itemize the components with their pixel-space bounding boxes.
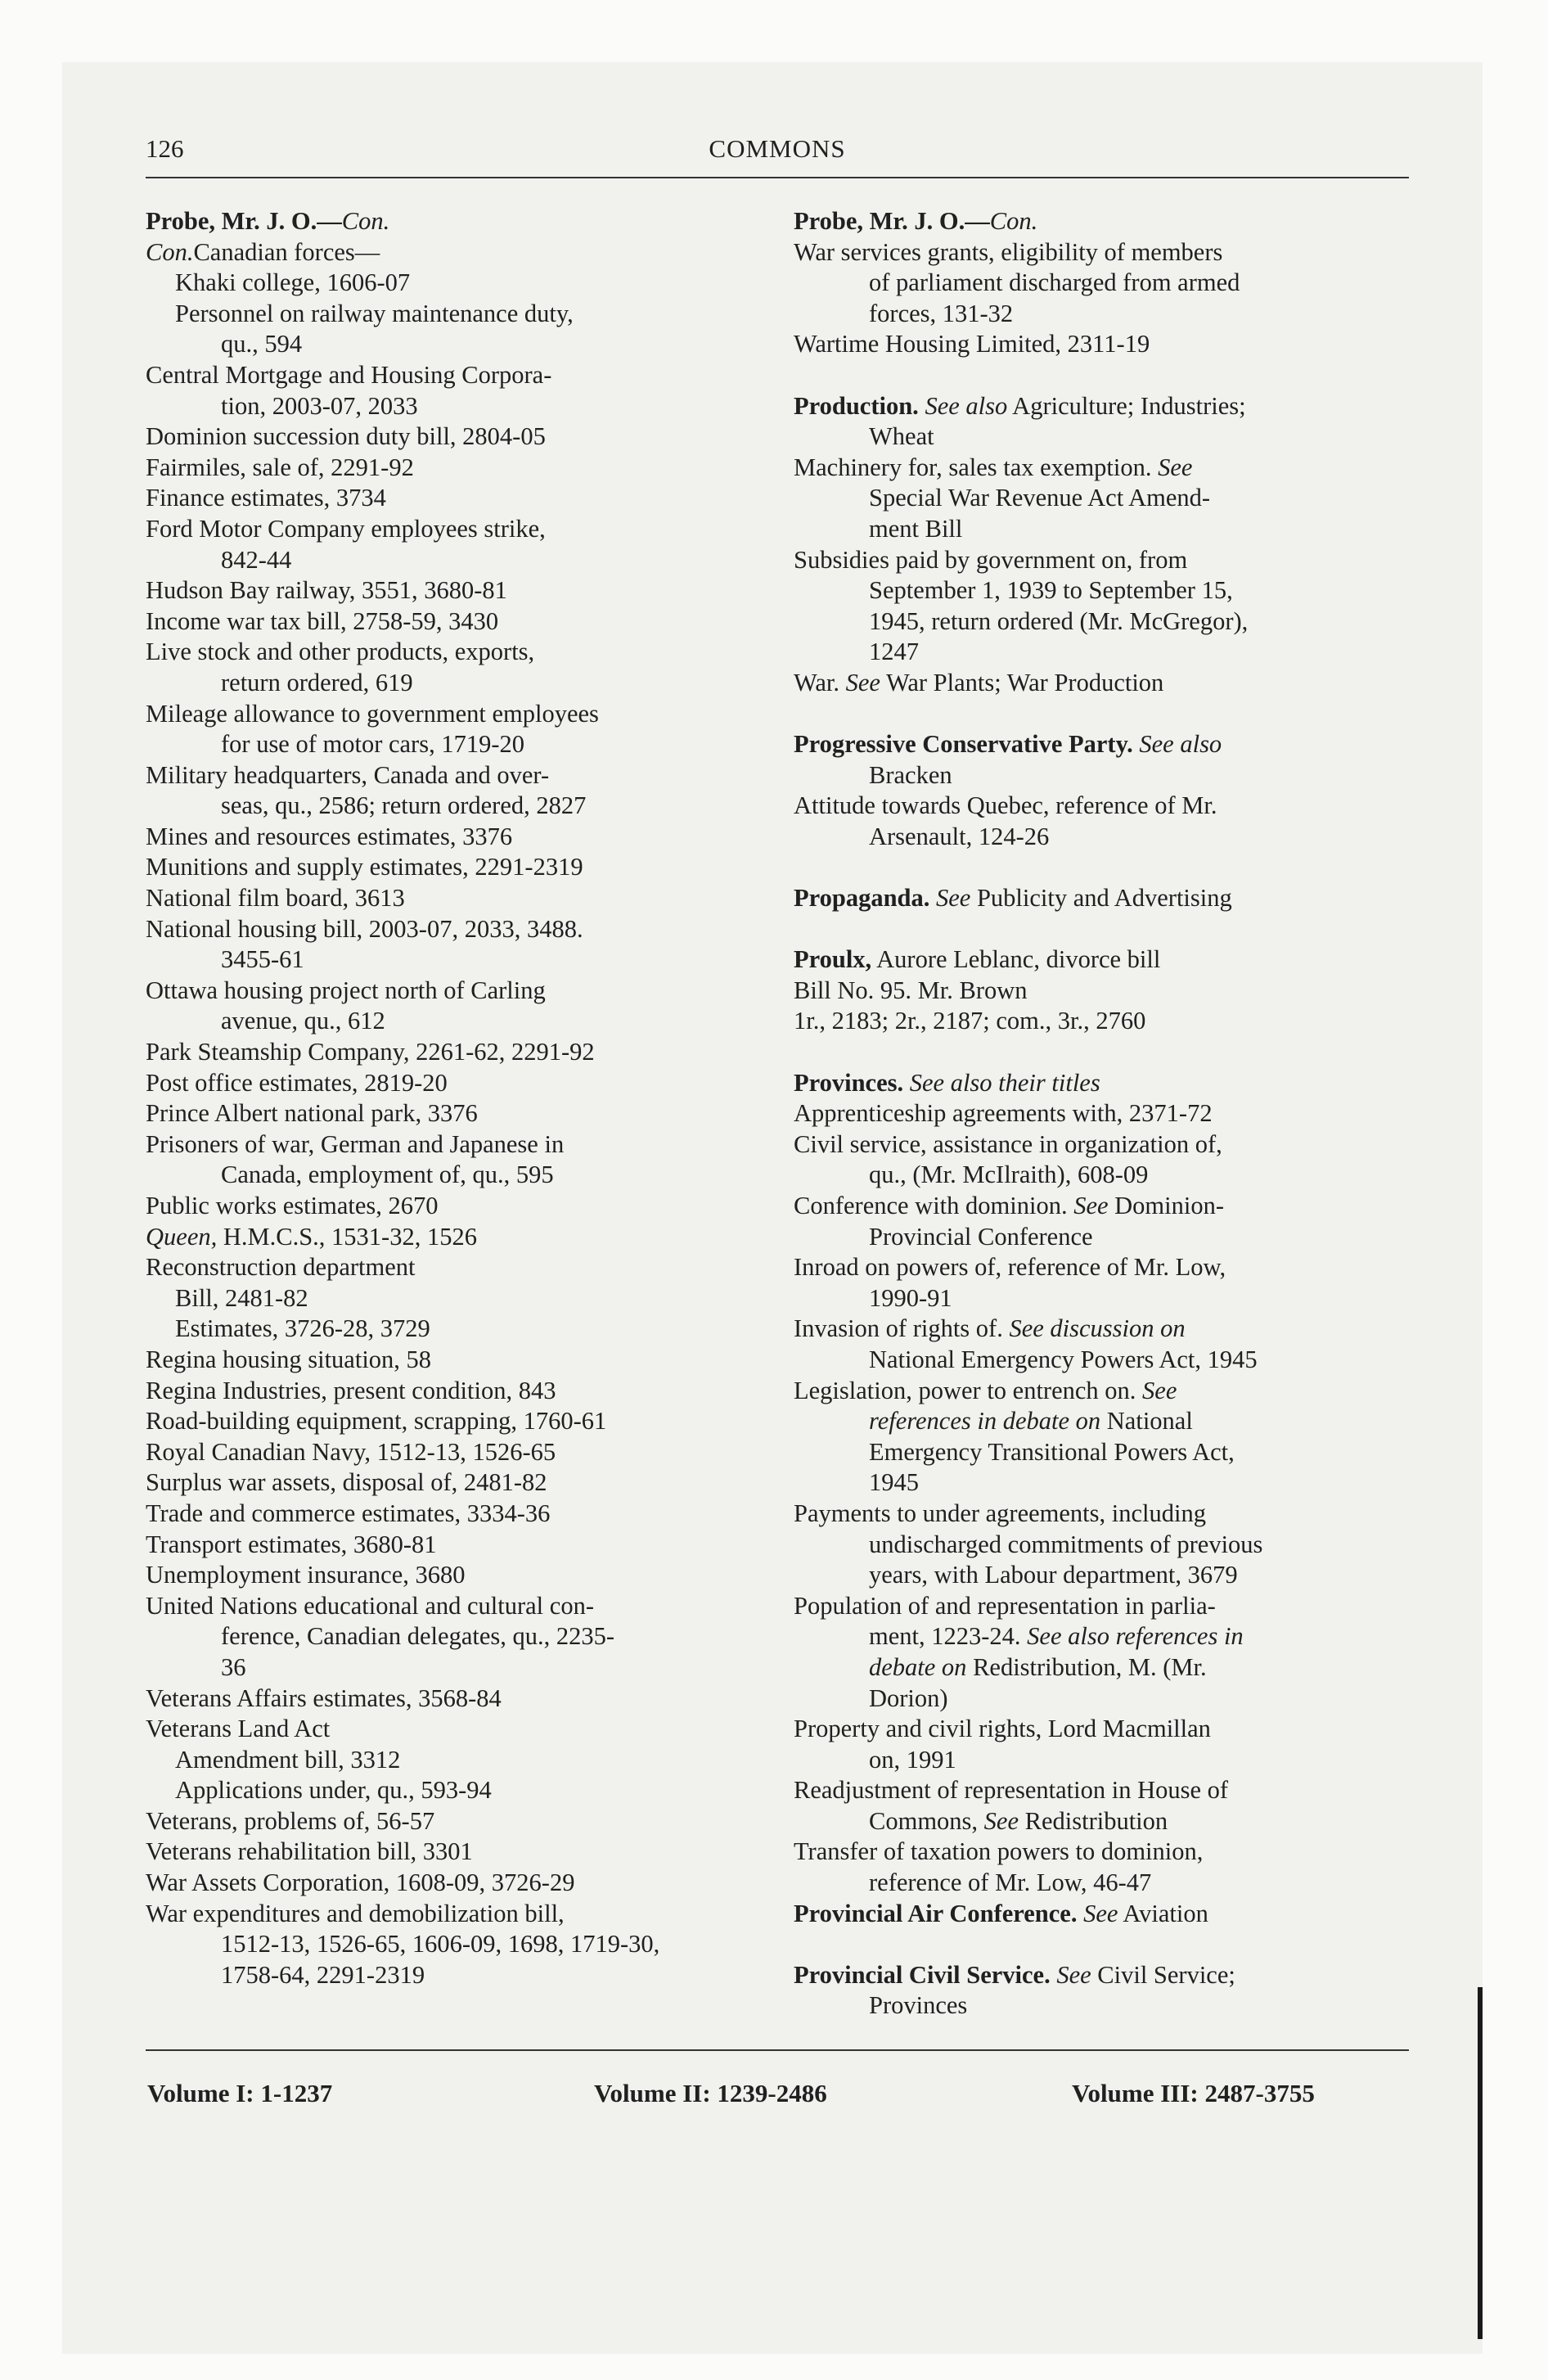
index-entry [146, 760, 758, 791]
index-entry [146, 1283, 758, 1314]
index-entry [146, 1960, 758, 1991]
index-entry [794, 1252, 1411, 1283]
entry-text: Dominion succession duty bill, 2804-05 [146, 422, 546, 451]
index-entry [146, 1006, 758, 1037]
index-entry [146, 453, 758, 484]
entry-text: Attitude towards Quebec, reference of Mr. [794, 791, 1217, 820]
italic-text: See also their titles [903, 1068, 1100, 1097]
entry-text: Machinery for, sales tax exemption. [794, 453, 1159, 481]
entry-text: 1247 [869, 638, 919, 666]
heading-term: Proulx, [794, 945, 872, 974]
entry-text: Finance estimates, 3734 [146, 484, 386, 512]
entry-text: Bill No. 95. Mr. Brown [794, 976, 1028, 1004]
italic-text: See [1077, 1899, 1118, 1927]
index-entry [146, 1621, 758, 1652]
entry-text: Aviation [1118, 1899, 1208, 1927]
entry-text: 1758-64, 2291-2319 [221, 1960, 425, 1989]
entry-text: ment, 1223-24. [869, 1622, 1028, 1651]
index-entry [146, 360, 758, 391]
volume-one-range: Volume I: 1-1237 [147, 2079, 333, 2107]
entry-text: Agriculture; Industries; [1007, 391, 1246, 420]
index-entry [146, 668, 758, 699]
index-entry [794, 299, 1411, 330]
index-entry [794, 1868, 1411, 1899]
entry-text: qu., (Mr. McIlraith), 608-09 [869, 1161, 1149, 1189]
entry-text: Legislation, power to entrench on. [794, 1376, 1143, 1404]
entry-text: Canadian forces— [193, 237, 380, 266]
index-heading [794, 1068, 1411, 1099]
entry-text: Transfer of taxation powers to dominion, [794, 1837, 1204, 1866]
index-entry [794, 237, 1411, 268]
index-entry [794, 1806, 1411, 1837]
index-entry [794, 1621, 1411, 1652]
italic-text: Con. [989, 207, 1038, 235]
index-entry [146, 1037, 758, 1068]
index-entry [794, 1406, 1411, 1437]
index-entry [146, 1467, 758, 1499]
index-entry [146, 883, 758, 914]
entry-text: ment Bill [869, 514, 963, 543]
index-entry [146, 391, 758, 422]
entry-text: Conference with dominion. [794, 1192, 1074, 1219]
entry-text: 1945, return ordered (Mr. McGregor), [869, 606, 1249, 635]
entry-text: Post office estimates, 2819-20 [146, 1068, 448, 1097]
index-entry [794, 1530, 1411, 1561]
italic-text: See [1142, 1376, 1177, 1404]
index-entry [146, 483, 758, 514]
index-entry [146, 1252, 758, 1283]
index-entry [146, 729, 758, 760]
index-entry [794, 1591, 1411, 1622]
index-entry [794, 1191, 1411, 1222]
index-entry [794, 575, 1411, 606]
entry-text: Unemployment insurance, 3680 [146, 1561, 466, 1589]
index-entry [146, 329, 758, 360]
entry-text: Population of and representation in parlia- [794, 1591, 1216, 1620]
index-column-right [794, 206, 1411, 2022]
index-entry [146, 1068, 758, 1099]
entry-text: Income war tax bill, 2758-59, 3430 [146, 606, 499, 635]
entry-spacer [794, 914, 1411, 945]
entry-spacer [794, 852, 1411, 883]
index-entry [146, 237, 758, 268]
entry-text: return ordered, 619 [221, 668, 413, 696]
entry-text: Canada, employment of, qu., 595 [221, 1161, 554, 1189]
index-entry [146, 1129, 758, 1161]
entry-text: tion, 2003-07, 2033 [221, 391, 418, 420]
entry-text: qu., 594 [221, 330, 303, 358]
heading-term: Provincial Air Conference. [794, 1899, 1078, 1927]
entry-text: Commons, [869, 1806, 984, 1835]
index-entry [794, 483, 1411, 514]
index-entry [146, 1191, 758, 1222]
entry-text: Bill, 2481-82 [175, 1283, 308, 1312]
index-entry [146, 1806, 758, 1837]
entry-text: of parliament discharged from armed [869, 268, 1240, 297]
entry-text: Hudson Bay railway, 3551, 3680-81 [146, 576, 507, 605]
index-heading [794, 944, 1411, 976]
entry-text: United Nations educational and cultural con- [146, 1591, 594, 1620]
index-entry [146, 1868, 758, 1899]
entry-text: Arsenault, 124-26 [869, 822, 1050, 850]
entry-text: Military headquarters, Canada and over- [146, 760, 550, 789]
index-entry [146, 1745, 758, 1776]
index-entry [794, 1684, 1411, 1715]
index-entry [146, 944, 758, 976]
index-entry [794, 791, 1411, 822]
entry-text: War. [794, 668, 846, 696]
entry-text: Provincial Conference [869, 1222, 1093, 1251]
italic-text: See also [918, 391, 1008, 420]
entry-text: Provinces [869, 1991, 968, 2020]
entry-text: Transport estimates, 3680-81 [146, 1530, 437, 1558]
index-entry [794, 421, 1411, 453]
index-entry [794, 1775, 1411, 1806]
entry-text: Road-building equipment, scrapping, 1760-61 [146, 1407, 607, 1436]
volume-three-range: Volume III: 2487-3755 [1072, 2079, 1315, 2107]
entry-text: Property and civil rights, Lord Macmillan [794, 1715, 1211, 1743]
index-column-left [146, 206, 758, 1990]
index-entry [794, 514, 1411, 545]
index-heading [794, 883, 1411, 914]
entry-text: Ottawa housing project north of Carling [146, 976, 546, 1004]
entry-text: Surplus war assets, disposal of, 2481-82 [146, 1468, 547, 1497]
entry-spacer [794, 699, 1411, 730]
entry-text: Aurore Leblanc, divorce bill [871, 945, 1161, 974]
italic-text: Con. [341, 207, 390, 235]
entry-text: National film board, 3613 [146, 884, 405, 913]
entry-text: on, 1991 [869, 1745, 956, 1774]
italic-text: See [1073, 1192, 1109, 1219]
entry-text: ference, Canadian delegates, qu., 2235- [221, 1622, 615, 1651]
entry-text: Park Steamship Company, 2261-62, 2291-92 [146, 1038, 595, 1066]
heading-term: Provinces. [794, 1068, 904, 1097]
index-entry [794, 1990, 1411, 2022]
entry-text: Dominion- [1108, 1192, 1225, 1219]
page-header [146, 131, 1409, 178]
entry-text: Munitions and supply estimates, 2291-2319 [146, 853, 583, 881]
index-entry [146, 1775, 758, 1806]
entry-text: Wartime Housing Limited, 2311-19 [794, 330, 1150, 358]
italic-text: references in debate on [869, 1407, 1101, 1436]
entry-text: Amendment bill, 3312 [175, 1745, 401, 1774]
page-number: 126 [146, 134, 184, 163]
entry-text: Veterans Land Act [146, 1715, 331, 1743]
entry-text: War services grants, eligibility of members [794, 237, 1223, 266]
entry-text: Applications under, qu., 593-94 [175, 1776, 492, 1805]
index-entry [794, 822, 1411, 853]
index-entry [794, 1376, 1411, 1407]
entry-text: Emergency Transitional Powers Act, [869, 1437, 1235, 1466]
entry-text: Central Mortgage and Housing Corpora- [146, 360, 552, 389]
entry-text: Bracken [869, 760, 952, 789]
heading-term: Propaganda. [794, 884, 930, 913]
index-entry [794, 268, 1411, 299]
heading-term: Probe, Mr. J. O.— [794, 207, 990, 235]
index-entry [146, 1899, 758, 1930]
heading-term: Production. [794, 391, 919, 420]
index-entry [146, 822, 758, 853]
entry-text: reference of Mr. Low, 46-47 [869, 1868, 1152, 1897]
entry-text: Estimates, 3726-28, 3729 [175, 1314, 430, 1343]
italic-text: debate on [869, 1652, 967, 1681]
index-heading [794, 1960, 1411, 1991]
heading-term: Progressive Conservative Party. [794, 730, 1133, 759]
entry-text: Payments to under agreements, including [794, 1499, 1206, 1527]
index-entry [146, 606, 758, 638]
index-entry [794, 1467, 1411, 1499]
index-entry [146, 1222, 758, 1253]
heading-term: Probe, Mr. J. O.— [146, 207, 342, 235]
index-heading [794, 391, 1411, 422]
italic-text: See [929, 884, 971, 913]
index-entry [794, 760, 1411, 791]
italic-text: See [1050, 1960, 1091, 1989]
italic-text: See also references in [1027, 1622, 1244, 1651]
entry-text: for use of motor cars, 1719-20 [221, 730, 524, 759]
italic-text: See [1158, 453, 1193, 481]
entry-text: Personnel on railway maintenance duty, [175, 299, 574, 327]
italic-text: See discussion on [1009, 1314, 1186, 1343]
entry-text: 1990-91 [869, 1283, 952, 1312]
entry-text: Prisoners of war, German and Japanese in [146, 1129, 565, 1158]
entry-text: Ford Motor Company employees strike, [146, 514, 546, 543]
index-entry [146, 1160, 758, 1191]
entry-text: Wheat [869, 422, 934, 451]
index-heading [794, 1899, 1411, 1930]
index-heading [146, 206, 758, 237]
entry-text: seas, qu., 2586; return ordered, 2827 [221, 791, 587, 820]
index-entry [146, 268, 758, 299]
entry-text: undischarged commitments of previous [869, 1530, 1263, 1558]
index-entry [794, 637, 1411, 668]
entry-text: National housing bill, 2003-07, 2033, 3488. [146, 914, 583, 943]
entry-text: Mines and resources estimates, 3376 [146, 822, 513, 850]
index-entry [146, 699, 758, 730]
entry-text: Public works estimates, 2670 [146, 1192, 439, 1219]
index-entry [146, 1929, 758, 1960]
index-entry [146, 1499, 758, 1530]
entry-text: Regina Industries, present condition, 843 [146, 1376, 556, 1404]
index-entry [794, 1652, 1411, 1684]
index-entry [794, 976, 1411, 1007]
entry-text: Publicity and Advertising [970, 884, 1232, 913]
index-entry [146, 421, 758, 453]
entry-text: Trade and commerce estimates, 3334-36 [146, 1499, 551, 1527]
entry-text: Live stock and other products, exports, [146, 638, 535, 666]
entry-text: 842-44 [221, 545, 292, 574]
italic-text: Con. [146, 237, 194, 266]
entry-text: 1r., 2183; 2r., 2187; com., 3r., 2760 [794, 1007, 1146, 1035]
entry-text: Subsidies paid by government on, from [794, 545, 1188, 574]
index-entry [794, 453, 1411, 484]
entry-text: 3455-61 [221, 945, 304, 974]
index-entry [794, 1283, 1411, 1314]
index-entry [146, 1652, 758, 1684]
index-entry [794, 329, 1411, 360]
entry-text: National Emergency Powers Act, 1945 [869, 1345, 1258, 1373]
entry-text: Reconstruction department [146, 1253, 416, 1282]
entry-text: Khaki college, 1606-07 [175, 268, 411, 297]
index-entry [794, 1129, 1411, 1161]
entry-text: forces, 131-32 [869, 299, 1014, 327]
index-entry [794, 1745, 1411, 1776]
italic-text: Queen, [146, 1222, 218, 1251]
entry-text: Veterans rehabilitation bill, 3301 [146, 1837, 473, 1866]
entry-text: Royal Canadian Navy, 1512-13, 1526-65 [146, 1437, 556, 1466]
entry-text: Civil service, assistance in organization of, [794, 1129, 1222, 1158]
entry-spacer [794, 1037, 1411, 1068]
index-entry [794, 668, 1411, 699]
entry-text: Veterans Affairs estimates, 3568-84 [146, 1684, 502, 1712]
index-entry [146, 514, 758, 545]
index-entry [146, 791, 758, 822]
footer-rule [146, 2049, 1409, 2051]
index-entry [146, 1530, 758, 1561]
running-title: COMMONS [709, 134, 846, 163]
index-entry [794, 545, 1411, 576]
index-entry [146, 1376, 758, 1407]
entry-text: War Plants; War Production [880, 668, 1164, 696]
entry-text: Invasion of rights of. [794, 1314, 1010, 1343]
index-entry [146, 299, 758, 330]
entry-text: Dorion) [869, 1684, 948, 1712]
heading-term: Provincial Civil Service. [794, 1960, 1051, 1989]
entry-text: years, with Labour department, 3679 [869, 1561, 1238, 1589]
index-entry [794, 1006, 1411, 1037]
entry-text: Readjustment of representation in House of [794, 1776, 1229, 1805]
entry-text: H.M.C.S., 1531-32, 1526 [217, 1222, 477, 1251]
index-entry [146, 1314, 758, 1345]
index-entry [146, 1560, 758, 1591]
entry-text: Regina housing situation, 58 [146, 1345, 432, 1373]
entry-text: 1945 [869, 1468, 919, 1497]
entry-text: Mileage allowance to government employees [146, 699, 599, 728]
index-entry [146, 852, 758, 883]
index-entry [146, 1098, 758, 1129]
index-entry [794, 1837, 1411, 1868]
index-entry [794, 1499, 1411, 1530]
entry-text: 36 [221, 1652, 246, 1681]
entry-text: Redistribution, M. (Mr. [966, 1652, 1207, 1681]
index-entry [146, 1591, 758, 1622]
italic-text: See [983, 1806, 1019, 1835]
margin-mark [1478, 1987, 1483, 2339]
index-entry [794, 1314, 1411, 1345]
index-entry [146, 637, 758, 668]
index-entry [146, 545, 758, 576]
index-heading [794, 729, 1411, 760]
index-entry [794, 1437, 1411, 1468]
index-entry [146, 1406, 758, 1437]
index-entry [794, 1345, 1411, 1376]
entry-spacer [794, 360, 1411, 391]
index-entry [794, 1098, 1411, 1129]
entry-text: War Assets Corporation, 1608-09, 3726-29 [146, 1868, 575, 1897]
entry-text: avenue, qu., 612 [221, 1007, 385, 1035]
entry-text: Veterans, problems of, 56-57 [146, 1806, 435, 1835]
index-entry [146, 1345, 758, 1376]
index-entry [146, 575, 758, 606]
entry-text: Redistribution [1019, 1806, 1168, 1835]
entry-text: Civil Service; [1091, 1960, 1235, 1989]
entry-text: September 1, 1939 to September 15, [869, 576, 1233, 605]
index-heading [794, 206, 1411, 237]
volume-two-range: Volume II: 1239-2486 [594, 2079, 827, 2107]
italic-text: See [845, 668, 880, 696]
entry-text: Fairmiles, sale of, 2291-92 [146, 453, 414, 481]
entry-text: Prince Albert national park, 3376 [146, 1099, 478, 1128]
index-entry [146, 914, 758, 945]
index-entry [146, 1714, 758, 1745]
entry-text: Inroad on powers of, reference of Mr. Low, [794, 1253, 1226, 1282]
italic-text: See also [1132, 730, 1222, 759]
index-entry [146, 1684, 758, 1715]
index-entry [794, 1560, 1411, 1591]
entry-text: War expenditures and demobilization bill, [146, 1899, 565, 1927]
entry-text: Special War Revenue Act Amend- [869, 484, 1211, 512]
index-entry [146, 1837, 758, 1868]
index-entry [146, 976, 758, 1007]
entry-text: National [1100, 1407, 1193, 1436]
entry-text: Apprenticeship agreements with, 2371-72 [794, 1099, 1213, 1128]
entry-spacer [794, 1929, 1411, 1960]
index-entry [794, 606, 1411, 638]
index-entry [794, 1222, 1411, 1253]
index-entry [794, 1714, 1411, 1745]
entry-text: 1512-13, 1526-65, 1606-09, 1698, 1719-30, [221, 1930, 660, 1959]
index-entry [146, 1437, 758, 1468]
index-entry [794, 1160, 1411, 1191]
